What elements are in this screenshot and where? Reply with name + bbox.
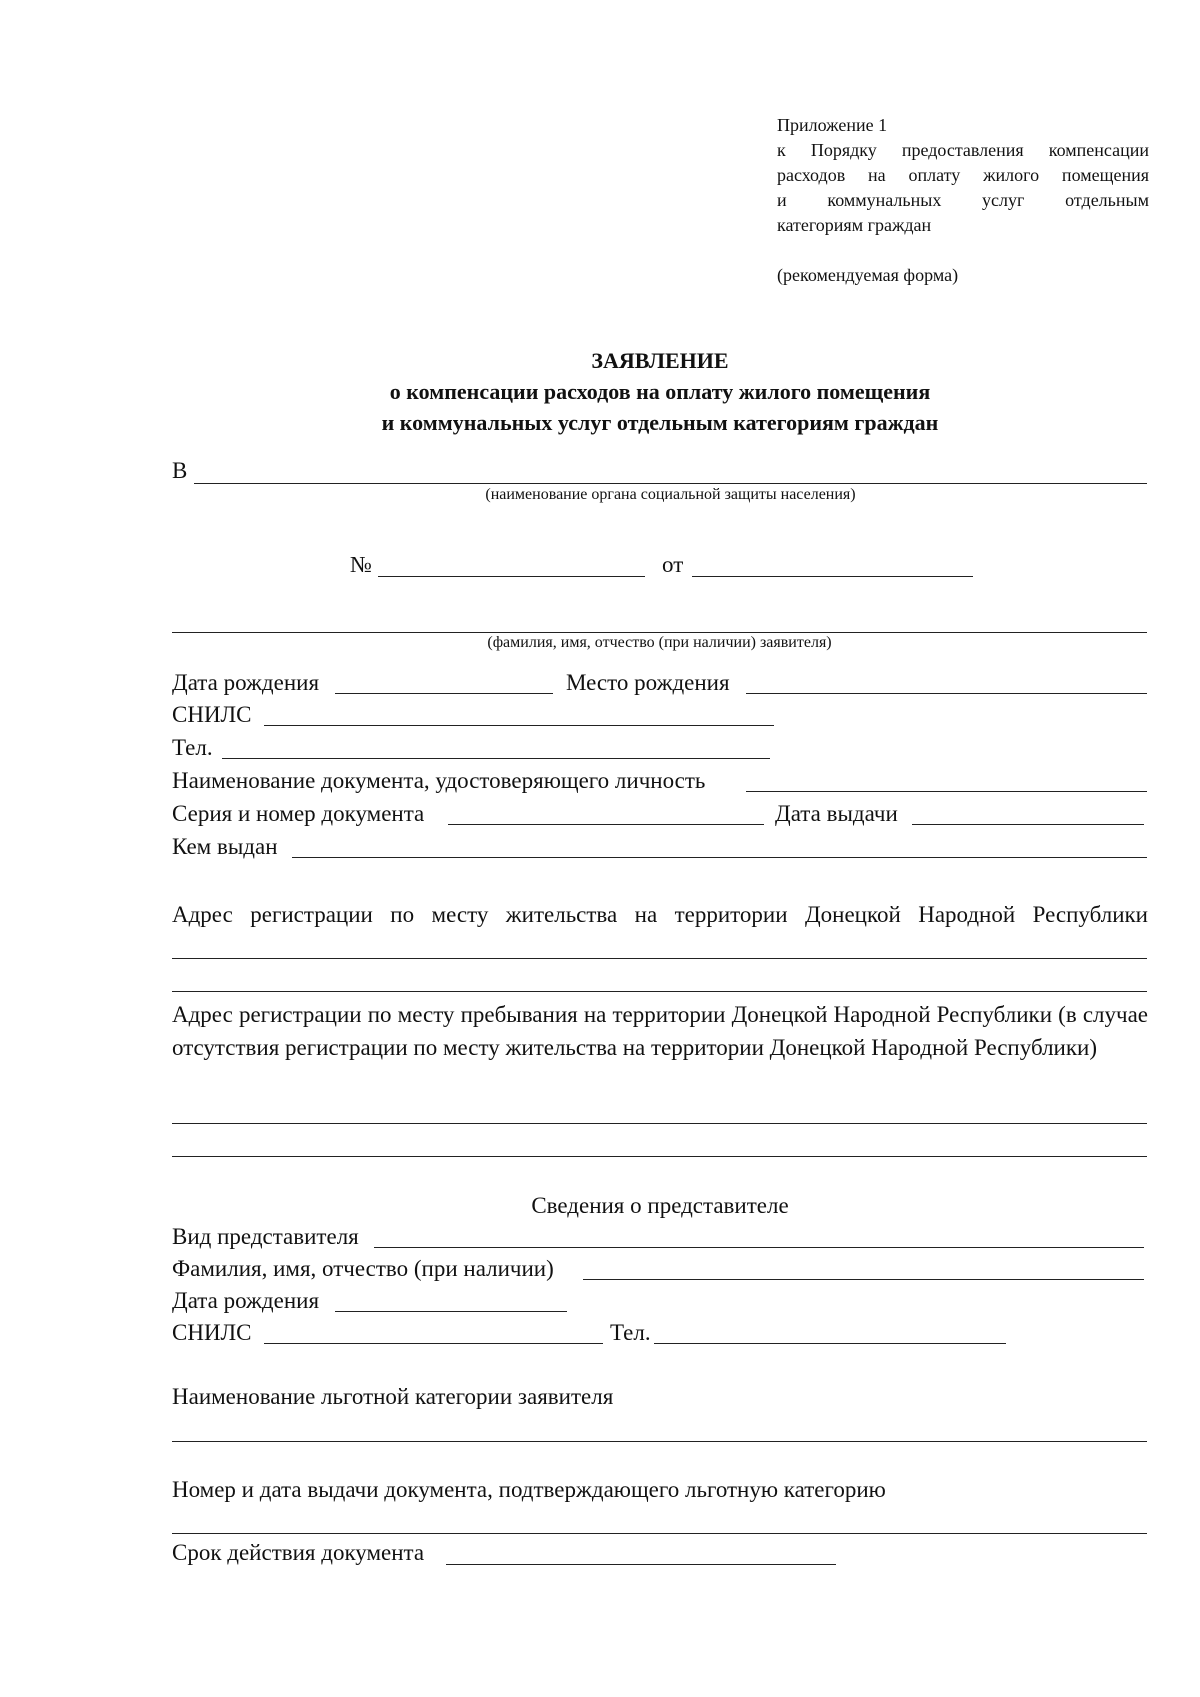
- stay-address-field[interactable]: [172, 1123, 1147, 1124]
- birth-place-label: Место рождения: [566, 670, 730, 695]
- form-title-sub: о компенсации расходов на оплату жилого помещения: [389, 379, 931, 404]
- annex-line: и коммунальных услуг отдельным: [777, 190, 1149, 210]
- stay-address-field[interactable]: [172, 1156, 1147, 1157]
- benefit-category-label: Наименование льготной категории заявителя: [172, 1384, 614, 1409]
- id-document-field[interactable]: [746, 791, 1147, 792]
- birth-date-label: Дата рождения: [172, 670, 320, 695]
- birth-date-field[interactable]: [335, 693, 553, 694]
- benefit-category-field[interactable]: [172, 1441, 1147, 1442]
- document-series-label: Серия и номер документа: [172, 801, 425, 826]
- residence-address-field[interactable]: [172, 958, 1147, 959]
- representative-birth-date-field[interactable]: [335, 1311, 567, 1312]
- document-validity-label: Срок действия документа: [172, 1540, 425, 1565]
- representative-type-label: Вид представителя: [172, 1224, 359, 1249]
- number-label: №: [350, 552, 372, 577]
- snils-label: СНИЛС: [172, 702, 252, 727]
- addressee-prefix: В: [172, 458, 188, 483]
- issued-by-label: Кем выдан: [172, 834, 278, 859]
- applicant-name-field[interactable]: [172, 632, 1147, 633]
- phone-field[interactable]: [222, 758, 770, 759]
- representative-name-label: Фамилия, имя, отчество (при наличии): [172, 1256, 554, 1281]
- form-title: [160, 345, 1160, 438]
- benefit-document-label: Номер и дата выдачи документа, подтверждающего льготную категорию: [172, 1477, 886, 1502]
- registration-date-field[interactable]: [692, 576, 973, 577]
- id-document-label: Наименование документа, удостоверяющего личность: [172, 768, 706, 793]
- residence-address-label: Адрес регистрации по месту жительства на территории Донецкой Народной Республики: [172, 902, 1148, 927]
- representative-phone-field[interactable]: [654, 1343, 1006, 1344]
- annex-line: расходов на оплату жилого помещения: [777, 165, 1149, 185]
- annex-line: категориям граждан: [777, 215, 932, 235]
- representative-name-field[interactable]: [583, 1279, 1144, 1280]
- issue-date-label: Дата выдачи: [775, 801, 898, 826]
- representative-heading: Сведения о представителе: [531, 1193, 789, 1218]
- document-validity-field[interactable]: [446, 1564, 836, 1565]
- issue-date-field[interactable]: [912, 824, 1144, 825]
- representative-phone-label: Тел.: [610, 1320, 651, 1345]
- annex-heading: Приложение 1: [777, 115, 888, 135]
- representative-snils-field[interactable]: [264, 1343, 603, 1344]
- representative-snils-label: СНИЛС: [172, 1320, 252, 1345]
- addressee-hint: (наименование органа социальной защиты населения): [485, 486, 856, 503]
- form-title-main: ЗАЯВЛЕНИЕ: [591, 348, 729, 373]
- representative-type-field[interactable]: [374, 1247, 1144, 1248]
- document-series-field[interactable]: [448, 824, 764, 825]
- benefit-document-field[interactable]: [172, 1533, 1147, 1534]
- residence-address-field[interactable]: [172, 991, 1147, 992]
- applicant-name-hint: (фамилия, имя, отчество (при наличии) заявителя): [487, 634, 832, 651]
- addressee-field[interactable]: [194, 483, 1147, 484]
- registration-number-field[interactable]: [378, 576, 645, 577]
- annex-line: к Порядку предоставления компенсации: [777, 140, 1149, 160]
- form-title-sub: и коммунальных услуг отдельным категориям граждан: [381, 410, 939, 435]
- stay-address-label: Адрес регистрации по месту пребывания на территории Донецкой Народной Республики (в случае отсутствия регистрации по месту жительства на территории Донецкой Народной Республики): [172, 1002, 1148, 1060]
- snils-field[interactable]: [264, 725, 774, 726]
- representative-birth-date-label: Дата рождения: [172, 1288, 320, 1313]
- phone-label: Тел.: [172, 735, 213, 760]
- birth-place-field[interactable]: [746, 693, 1147, 694]
- issued-by-field[interactable]: [292, 857, 1147, 858]
- recommended-form-note: (рекомендуемая форма): [777, 265, 959, 285]
- from-label: от: [662, 552, 684, 577]
- annex-block: [777, 113, 1149, 288]
